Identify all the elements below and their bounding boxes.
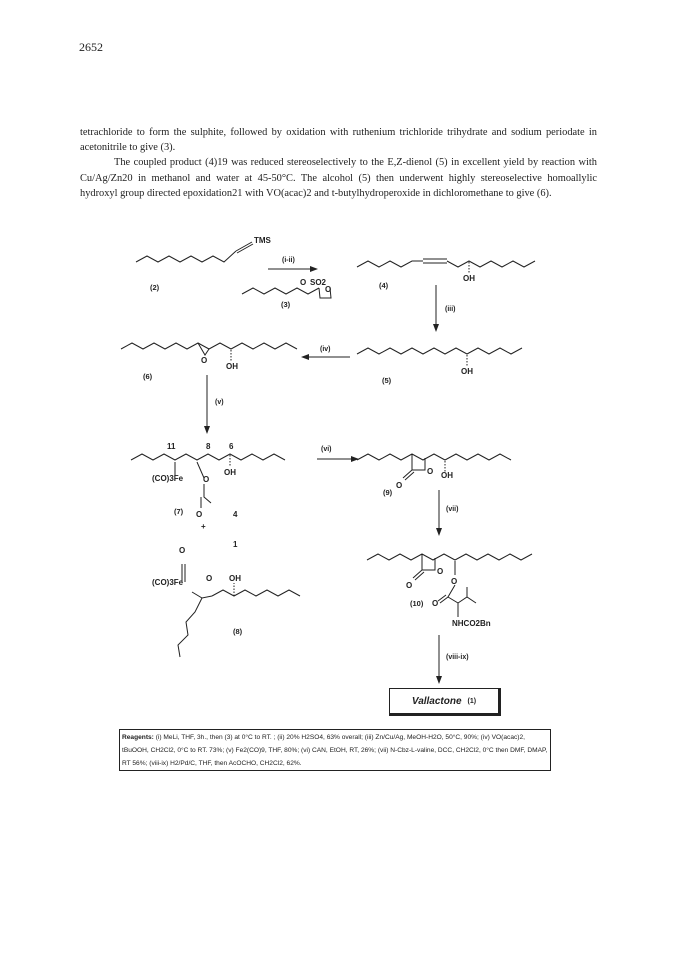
compound-label-2: (2): [150, 283, 160, 292]
oh-label-7: OH: [224, 468, 236, 477]
step-label-vi: (vi): [321, 446, 332, 453]
product-number: (1): [467, 697, 477, 705]
so2-label: SO2: [310, 278, 327, 287]
c8-label: 8: [206, 442, 211, 451]
compound-label-3: (3): [281, 300, 291, 309]
carbonyl-oxygen-label-10: O: [406, 581, 413, 590]
compound-label-8: (8): [233, 627, 243, 636]
lactone-oxygen-label-9: O: [427, 467, 434, 476]
compound-label-10: (10): [410, 599, 424, 608]
step-label-vii: (vii): [446, 506, 459, 513]
compound-label-5: (5): [382, 376, 392, 385]
oh-label-5: OH: [461, 367, 473, 376]
c4-label: 4: [233, 510, 238, 519]
vallactone-product-box: [389, 688, 501, 716]
c1-label: 1: [233, 540, 238, 549]
product-name: Vallactone: [411, 695, 462, 707]
plus-sign: +: [201, 522, 206, 531]
compound-label-9: (9): [383, 488, 393, 497]
carbonyl-oxygen-label-9: O: [396, 481, 403, 490]
compound-3-chain: [242, 288, 319, 294]
compound-label-4: (4): [379, 281, 389, 290]
compound-9-chain: [357, 454, 511, 460]
carbonyl-oxygen-label-7: O: [196, 510, 203, 519]
compound-10-chain: [367, 554, 532, 560]
oh-label-8: OH: [229, 574, 241, 583]
reagents-text: (i) MeLi, THF, 3h., then (3) at 0°C to RT. ; (ii) 20% H2SO4, 63% overall; (iii) Zn/Cu/Ag, MeOH-H2O, 50°C, 90%; (iv) VO(acac)2, tBuOOH, CH2Cl2, 0°C to RT. 73%; (v) Fe2(CO)9, THF, 80%; (vi) CAN, EtOH, RT, 26%; (vii) N-Cbz-L-valine, DCC, CH2Cl2, 0°C then DMF, DMAP, RT 56%; (viii-ix) H2/Pd/C, THF, then AcOCHO, CH2Cl2, 62%.: [122, 734, 548, 767]
sulfate-oxygen-label: O: [325, 285, 332, 294]
oh-label-9: OH: [441, 471, 453, 480]
paragraph-2: The coupled product (4)19 was reduced stereoselectively to the E,Z-dienol (5) in excellent yield by reaction with Cu/Ag/Zn20 in methanol and water at 45-50°C. The alcohol (5) then underwent highly stereoselective homoallylic hydroxyl group directed epoxidation21 with VO(acac)2 and t-butylhydroperoxide in dichloromethane to give (6).: [80, 157, 597, 199]
step-label-viii-ix: (viii-ix): [446, 654, 469, 661]
oh-label-6: OH: [226, 362, 238, 371]
c11-label: 11: [167, 442, 176, 451]
lactone-oxygen-label-10: O: [437, 567, 444, 576]
page-number: 2652: [79, 40, 103, 54]
step-label-i-ii: (i-ii): [282, 257, 295, 264]
fe-label-7: (CO)3Fe: [152, 474, 184, 483]
compound-6-chain: [121, 343, 297, 349]
ester-oxygen-label-8: O: [206, 574, 213, 583]
step-label-v: (v): [215, 399, 224, 406]
step-label-iii: (iii): [445, 306, 456, 313]
tms-label: TMS: [254, 236, 271, 245]
step-label-iv: (iv): [320, 346, 331, 353]
compound-2-chain: [136, 251, 236, 262]
oh-label-4: OH: [463, 274, 475, 283]
so2-oxygen-label: O: [300, 278, 307, 287]
compound-7-chain: [131, 454, 285, 460]
carbonyl-oxygen-label-8: O: [179, 546, 186, 555]
ester-oxygen-label-7: O: [203, 475, 210, 484]
ester-oxygen-label-10: O: [451, 577, 458, 586]
compound-label-6: (6): [143, 372, 153, 381]
compound-4-chain: [357, 261, 423, 267]
fe-label-8: (CO)3Fe: [152, 578, 184, 587]
compound-5-chain: [357, 348, 522, 354]
reagents-label: Reagents:: [122, 734, 154, 741]
c6-label: 6: [229, 442, 234, 451]
paragraph-1: tetrachloride to form the sulphite, followed by oxidation with ruthenium trichloride trihydrate and sodium periodate in acetonitrile to give (3).: [80, 127, 597, 154]
valine-carbonyl-oxygen-label: O: [432, 599, 439, 608]
nhcbz-label: NHCO2Bn: [452, 619, 491, 628]
epoxide-oxygen-label: O: [201, 356, 208, 365]
reagents-box: [119, 729, 551, 771]
compound-label-7: (7): [174, 507, 184, 516]
compound-8-chain: [212, 590, 300, 596]
